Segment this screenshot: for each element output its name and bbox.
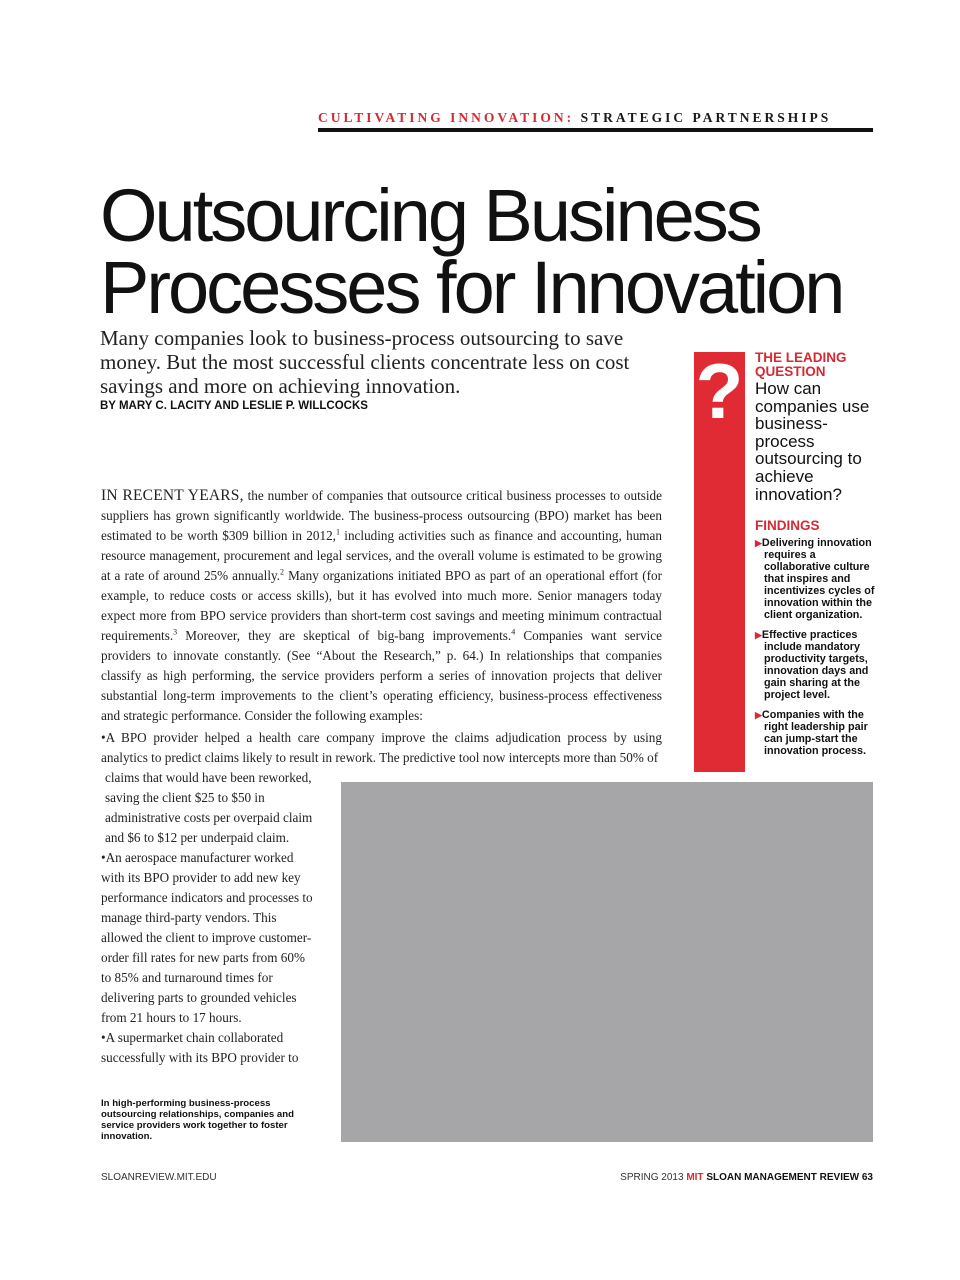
leading-question-heading: THE LEADING QUESTION: [755, 350, 847, 379]
footer-folio: [620, 1172, 873, 1183]
footnote-ref: 2: [280, 567, 285, 577]
title-line-1: Outsourcing Business: [100, 174, 760, 257]
section-kicker: [318, 110, 873, 126]
leading-question-text: How can companies use business-process outsourcing to achieve innovation?: [755, 379, 870, 504]
kicker-series: CULTIVATING INNOVATION:: [318, 110, 575, 125]
finding-text: Companies with the right leadership pair can jump-start the innovation process.: [761, 709, 868, 757]
triangle-bullet-icon: ▶: [755, 710, 762, 720]
bullet-2: •An aerospace manufacturer worked with its BPO provider to add new key performance indicators and processes to manage third-party vendors. This allowed the client to improve customer-order fill rates for new parts from 60% to 85% and turnaround times for delivering parts to grounded vehicles from 21 hours to 17 hours.: [101, 850, 313, 1025]
finding-text: Effective practices include mandatory productivity targets, innovation days and gain sharing at the project level.: [761, 629, 869, 701]
finding-text: Delivering innovation requires a collaborative culture that inspires and incentivizes cycles of innovation within the client organization.: [761, 537, 875, 621]
page-number: 63: [861, 1172, 873, 1183]
article-title: [100, 174, 860, 329]
kicker-topic: STRATEGIC PARTNERSHIPS: [580, 110, 832, 125]
footer-season: SPRING 2013: [620, 1172, 684, 1183]
triangle-bullet-icon: ▶: [755, 538, 762, 548]
body-text: the number of companies that outsource critical business processes to outside suppliers has grown significantly worldwide. The business-process outsourcing (BPO) market has been estimated to be worth $309 billion in 2012,: [101, 488, 662, 543]
footnote-ref: 1: [335, 527, 340, 537]
finding-item: [755, 629, 880, 701]
body-text: Many organizations initiated BPO as part of an operational effort (for example, to reduce costs or access skills), but it has evolved into much more. Senior managers today expect more from BPO service providers than short-term cost savings and meeting minimum contractual requirements.: [101, 568, 662, 643]
body-paragraph-1: [101, 486, 662, 726]
article-deck: Many companies look to business-process outsourcing to save money. But the most successful clients concentrate less on cost savings and more on achieving innovation.: [100, 326, 630, 398]
lead-in: IN RECENT YEARS,: [101, 487, 244, 504]
bullet-1-continued: claims that would have been reworked, saving the client $25 to $50 in administrative costs per overpaid claim and $6 to $12 per underpaid claim.: [105, 770, 313, 845]
footnote-ref: 4: [511, 627, 516, 637]
finding-item: [755, 537, 880, 621]
kicker-rule: [318, 128, 873, 132]
byline: BY MARY C. LACITY AND LESLIE P. WILLCOCKS: [100, 400, 368, 412]
triangle-bullet-icon: ▶: [755, 630, 762, 640]
bullet-1-lead: •A BPO provider helped a health care company improve the claims adjudication process by using analytics to predict claims likely to result in rework. The predictive tool now intercepts more than 50% of: [101, 730, 662, 765]
footer-publication: SLOAN MANAGEMENT REVIEW: [706, 1172, 860, 1183]
photo-caption: In high-performing business-process outsourcing relationships, companies and service providers work together to foster innovation.: [101, 1098, 294, 1142]
body-text: Moreover, they are skeptical of big-bang improvements.: [177, 628, 512, 643]
finding-item: [755, 709, 880, 757]
narrow-column: [101, 768, 315, 1068]
findings-list: [755, 537, 880, 765]
findings-heading: FINDINGS: [755, 518, 820, 533]
article-photo-placeholder: [341, 782, 873, 1142]
footer-url: SLOANREVIEW.MIT.EDU: [101, 1172, 217, 1183]
body-text: Companies want service providers to innovate constantly. (See “About the Research,” p. 64.) In relationships that companies classify as high performing, the service providers perform a series of innovation projects that deliver substantial long-term improvements to the client’s operating efficiency, business-process effectiveness and strategic performance. Consider the following examples:: [101, 628, 662, 723]
bullet-3: •A supermarket chain collaborated successfully with its BPO provider to: [101, 1030, 299, 1065]
question-mark-icon: ?: [695, 347, 744, 435]
body-text: including activities such as finance and accounting, human resource management, procurement and legal services, and the overall volume is estimated to be growing at a rate of around 25% annually.: [101, 528, 663, 583]
footnote-ref: 3: [173, 627, 178, 637]
footer-mit: MIT: [686, 1172, 704, 1183]
title-line-2: Processes for Innovation: [100, 246, 843, 329]
